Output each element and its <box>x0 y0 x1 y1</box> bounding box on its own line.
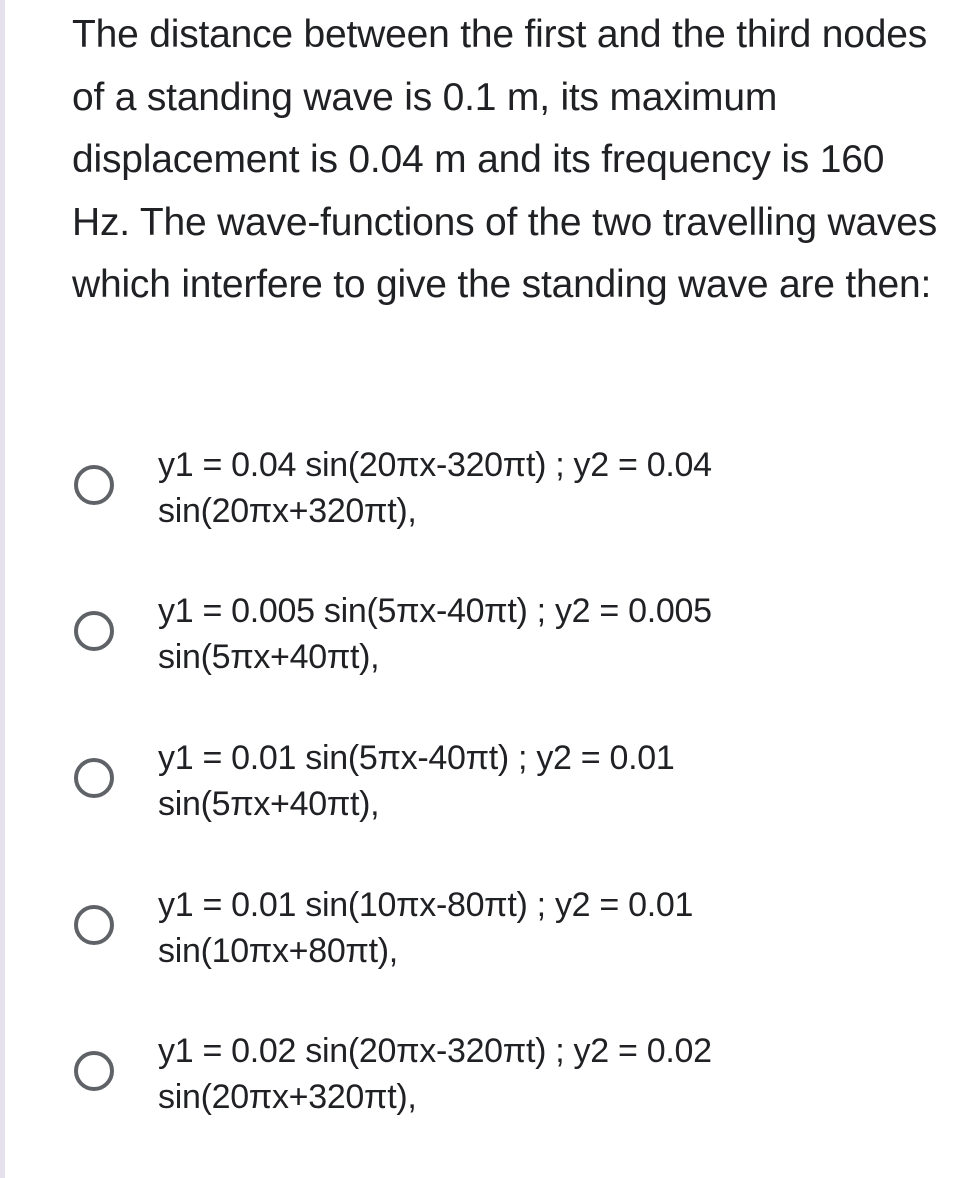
radio-unchecked-icon[interactable] <box>74 465 114 505</box>
radio-unchecked-icon[interactable] <box>74 758 114 798</box>
radio-unchecked-icon[interactable] <box>74 1051 114 1091</box>
question-text: The distance between the first and the third nodes of a standing wave is 0.1 m, its maximum displacement is 0.04 m and its frequency is 160 Hz. The wave-functions of the two travelling waves which interfere to give the standing wave are then: <box>72 13 938 306</box>
option-2-label[interactable]: y1 = 0.005 sin(5πx-40πt) ; y2 = 0.005 sin(5πx+40πt), <box>158 592 712 676</box>
option-3[interactable] <box>72 735 932 845</box>
option-5[interactable] <box>72 1028 932 1138</box>
option-1[interactable] <box>72 442 932 552</box>
radio-unchecked-icon[interactable] <box>74 905 114 945</box>
option-5-label[interactable]: y1 = 0.02 sin(20πx-320πt) ; y2 = 0.02 sin(20πx+320πt), <box>158 1032 712 1116</box>
option-1-label[interactable]: y1 = 0.04 sin(20πx-320πt) ; y2 = 0.04 sin(20πx+320πt), <box>158 446 712 530</box>
radio-unchecked-icon[interactable] <box>74 611 114 651</box>
option-3-label[interactable]: y1 = 0.01 sin(5πx-40πt) ; y2 = 0.01 sin(5πx+40πt), <box>158 739 675 823</box>
option-4[interactable] <box>72 882 932 992</box>
left-edge-strip <box>0 0 5 1178</box>
option-2[interactable] <box>72 588 932 698</box>
option-4-label[interactable]: y1 = 0.01 sin(10πx-80πt) ; y2 = 0.01 sin(10πx+80πt), <box>158 886 694 970</box>
